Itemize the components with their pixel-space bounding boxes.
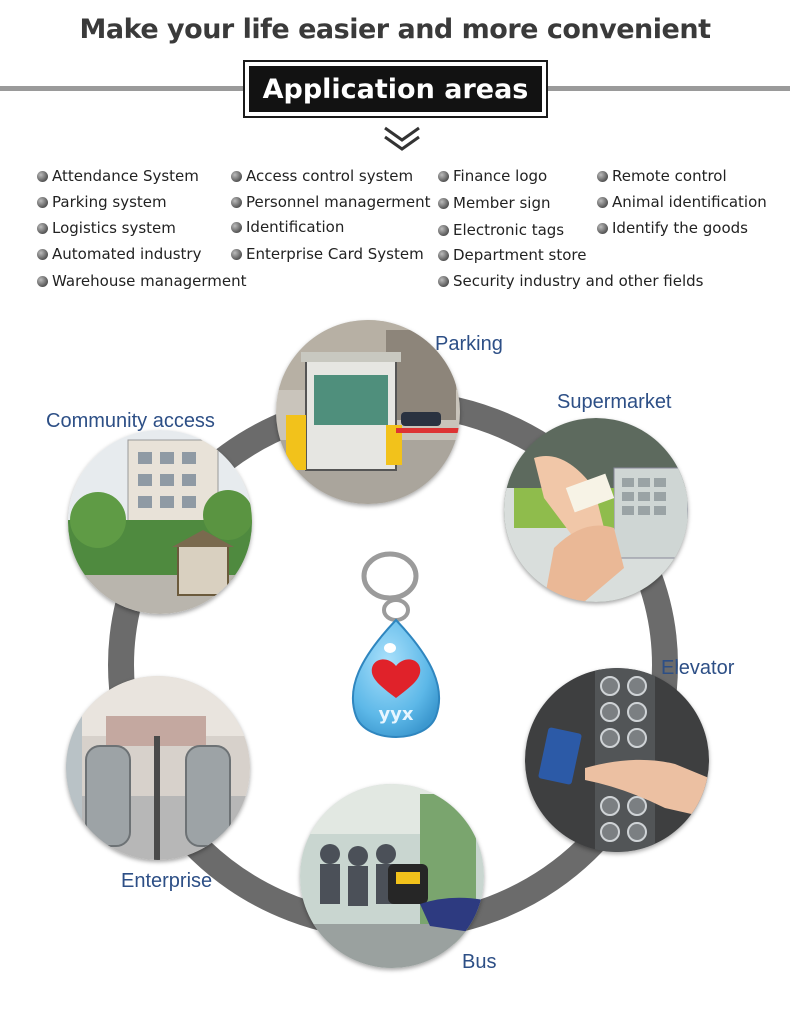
list-item: Animal identification: [597, 193, 767, 211]
section-title: Application areas: [249, 66, 542, 112]
caption-enterprise: Enterprise: [121, 870, 213, 892]
caption-supermarket: Supermarket: [557, 391, 672, 413]
list-item: Parking system: [37, 193, 167, 211]
list-item: Remote control: [597, 167, 727, 185]
list-item: Warehouse managerment: [37, 272, 247, 290]
list-item: Security industry and other fields: [438, 272, 703, 290]
list-item: Finance logo: [438, 167, 547, 185]
list-item: Member sign: [438, 194, 550, 212]
list-item: Access control system: [231, 167, 413, 185]
bus-photo: [300, 784, 484, 968]
list-item: Electronic tags: [438, 221, 564, 239]
list-item: Automated industry: [37, 245, 201, 263]
list-item: Enterprise Card System: [231, 245, 424, 263]
list-item: Logistics system: [37, 219, 176, 237]
list-item: Attendance System: [37, 167, 199, 185]
supermarket-photo: [504, 418, 688, 602]
caption-parking: Parking: [435, 333, 503, 355]
caption-elevator: Elevator: [661, 657, 735, 679]
caption-bus: Bus: [462, 951, 497, 973]
enterprise-photo: [66, 676, 250, 860]
rfid-keyfob: [340, 548, 452, 748]
list-item: Personnel managerment: [231, 193, 430, 211]
list-item: Identification: [231, 218, 344, 236]
tag-label: yyx: [378, 704, 414, 725]
elevator-photo: [525, 668, 709, 852]
caption-community: Community access: [46, 410, 215, 432]
list-item: Identify the goods: [597, 219, 748, 237]
headline: Make your life easier and more convenient: [79, 14, 711, 45]
community-photo: [68, 430, 252, 614]
parking-photo: [276, 320, 460, 504]
list-item: Department store: [438, 246, 586, 264]
